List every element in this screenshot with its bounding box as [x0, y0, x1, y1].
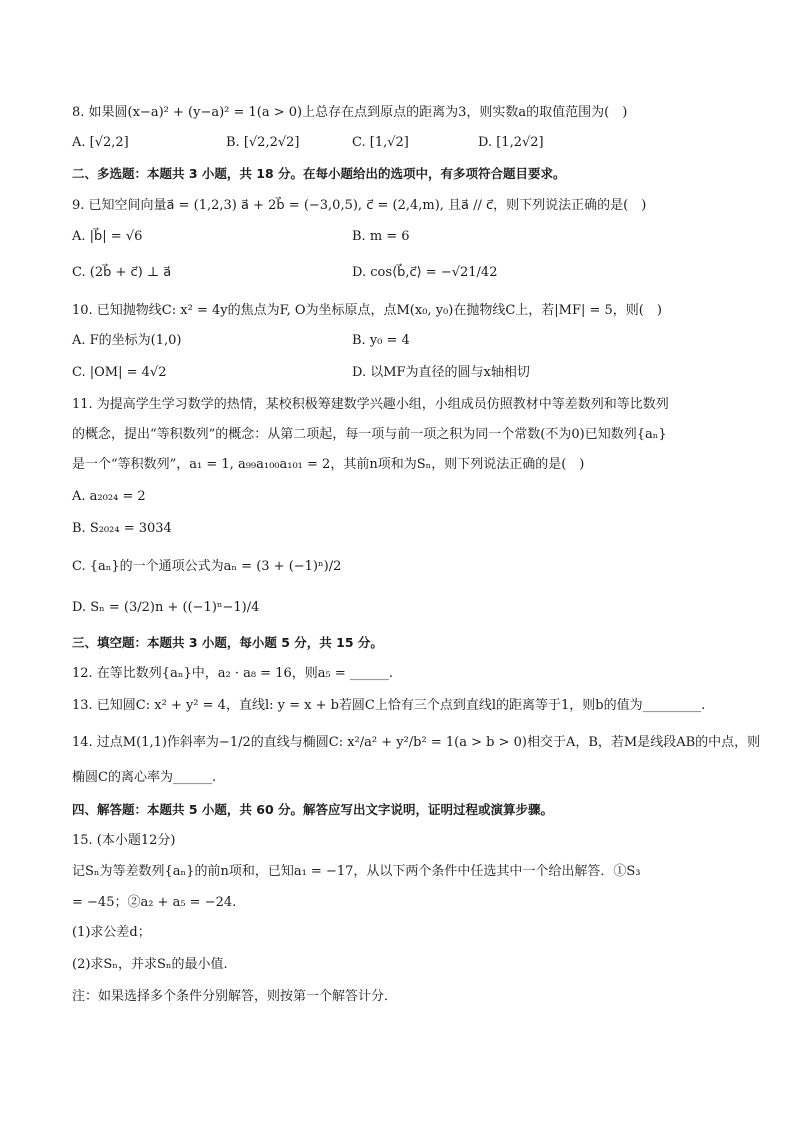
- q10-stem: 10. 已知抛物线C: x² = 4y的焦点为F, O为坐标原点，点M(x₀, y₀)在抛物线C上，若|MF| = 5，则( ): [72, 303, 662, 318]
- q13-text: 13. 已知圆C: x² + y² = 4，直线l: y = x + b若圆C上恰有三个点到直线l的距离等于1，则b的值为_________.: [72, 698, 706, 713]
- q8-option-d: D. [1,2√2]: [478, 135, 544, 150]
- q10-option-a: A. F的坐标为(1,0): [72, 333, 182, 348]
- q15-line-2: = −45；②a₂ + a₅ = −24.: [72, 895, 237, 910]
- q9-option-a: A. |b⃗| = √6: [72, 229, 143, 244]
- q11-option-b: B. S₂₀₂₄ = 3034: [72, 521, 172, 536]
- q8-option-a: A. [√2,2]: [72, 135, 129, 150]
- q14-line-1: 14. 过点M(1,1)作斜率为−1/2的直线与椭圆C: x²/a² + y²/b² = 1(a > b > 0)相交于A，B，若M是线段AB的中点，则: [72, 735, 761, 750]
- q8-option-c: C. [1,√2]: [352, 135, 409, 150]
- q11-stem-line-1: 11. 为提高学生学习数学的热情，某校积极筹建数学兴趣小组，小组成员仿照教材中等差数列和等比数列: [72, 397, 669, 412]
- q9-option-c: C. (2b⃗ + c⃗) ⊥ a⃗: [72, 265, 172, 280]
- q12-text: 12. 在等比数列{aₙ}中，a₂ · a₈ = 16，则a₅ = ______.: [72, 666, 393, 681]
- q14-line-2: 椭圆C的离心率为______.: [72, 770, 217, 785]
- q9-stem: 9. 已知空间向量a⃗ = (1,2,3) a⃗ + 2b⃗ = (−3,0,5), c⃗ = (2,4,m), 且a⃗ // c⃗，则下列说法正确的是( ): [72, 198, 647, 213]
- q8-option-b: B. [√2,2√2]: [226, 135, 300, 150]
- q15-header: 15. (本小题12分): [72, 833, 176, 848]
- q15-line-1: 记Sₙ为等差数列{aₙ}的前n项和，已知a₁ = −17，从以下两个条件中任选其中一个给出解答．①S₃: [72, 864, 641, 879]
- q10-option-b: B. y₀ = 4: [352, 333, 410, 348]
- q9-option-d: D. cos⟨b⃗,c⃗⟩ = −√21/42: [352, 265, 498, 280]
- section-solution-heading: 四、解答题：本题共 5 小题，共 60 分。解答应写出文字说明，证明过程或演算步骤。: [72, 802, 554, 817]
- q11-option-d: D. Sₙ = (3/2)n + ((−1)ⁿ−1)/4: [72, 600, 260, 615]
- q10-option-c: C. |OM| = 4√2: [72, 365, 167, 380]
- q11-option-c: C. {aₙ}的一个通项公式为aₙ = (3 + (−1)ⁿ)/2: [72, 559, 342, 574]
- section-multiple-choice-heading: 二、多选题：本题共 3 小题，共 18 分。在每小题给出的选项中，有多项符合题目要求。: [72, 166, 566, 181]
- q11-stem-line-3: 是一个“等积数列”，a₁ = 1, a₉₉a₁₀₀a₁₀₁ = 2，其前n项和为Sₙ，则下列说法正确的是( ): [72, 457, 585, 472]
- q15-part-2: (2)求Sₙ，并求Sₙ的最小值.: [72, 957, 228, 972]
- section-fill-blank-heading: 三、填空题：本题共 3 小题，每小题 5 分，共 15 分。: [72, 635, 383, 650]
- q15-part-1: (1)求公差d；: [72, 925, 151, 940]
- q11-option-a: A. a₂₀₂₄ = 2: [72, 489, 146, 504]
- q11-stem-line-2: 的概念，提出“等积数列”的概念：从第二项起，每一项与前一项之积为同一个常数(不为0)已知数列{aₙ}: [72, 427, 667, 442]
- q15-note: 注：如果选择多个条件分别解答，则按第一个解答计分．: [72, 989, 398, 1004]
- q9-option-b: B. m = 6: [352, 229, 410, 244]
- q8-stem: 8. 如果圆(x−a)² + (y−a)² = 1(a > 0)上总存在点到原点的距离为3，则实数a的取值范围为( ): [72, 105, 628, 120]
- q10-option-d: D. 以MF为直径的圆与x轴相切: [352, 365, 530, 380]
